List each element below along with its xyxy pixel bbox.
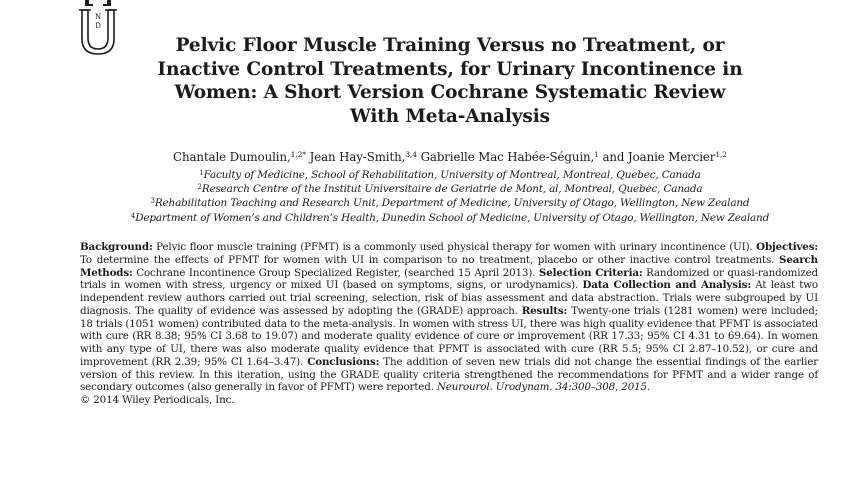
title-line: Women: A Short Version Cochrane Systematic Review — [174, 82, 726, 103]
background-heading: Background: — [80, 241, 153, 253]
title-line: With Meta-Analysis — [349, 105, 550, 127]
author-name: Gabrielle Mac Habée-Séguin, — [420, 150, 595, 164]
title-line: Inactive Control Treatments, for Urinary Incontinence in — [157, 58, 743, 80]
conclusions-heading: Conclusions: — [307, 355, 380, 368]
author-name: Jean Hay-Smith, — [309, 150, 406, 164]
copyright-notice: © 2014 Wiley Periodicals, Inc. — [80, 394, 235, 406]
data-collection-heading: Data Collection and Analysis: — [582, 279, 751, 292]
selection-criteria-heading: Selection Criteria: — [538, 266, 643, 279]
affiliation-text: Department of Women’s and Children’s Health, Dunedin School of Medicine, University of Otago, Wellington, New Zealand — [135, 211, 770, 224]
affiliation-text: Rehabilitation Teaching and Research Unit, Department of Medicine, University of Otago, Wellington, New Zealand — [154, 197, 750, 210]
logo-letter-d: D — [95, 22, 101, 30]
author-affiliation-marker: 1,2 — [715, 150, 727, 159]
affiliation-number: 3 — [150, 197, 155, 206]
affiliation — [60, 168, 840, 182]
conclusions-text: The addition of seven new trials did not change the essential findings of the earlier version of this review. In this iteration, using the GRADE quality criteria strengthened the recommendations for PFMT and a wider range of secondary outcomes (also generally in favor of PFMT) were reported. — [80, 355, 818, 394]
selection-criteria-text: Randomized or quasi-randomized trials in women with stress, urgency or mixed UI (based on symptoms, signs, or urodynamics). — [80, 266, 818, 292]
journal-citation: Neurourol. Urodynam. 34:300–308, 2015. — [436, 381, 651, 394]
objectives-heading: Objectives: — [756, 241, 818, 253]
results-text: Twenty-one trials (1281 women) were included; 18 trials (1051 women) contributed data to the meta-analysis. In women with stress UI, there was high quality evidence that PFMT is associated with cure (RR 8.38; 95% CI 3.68 to 19.07) and moderate quality evidence of cure or improvement (RR 17.33; 95% CI 4.31 to 69.64). In women with any type of UI, there was also moderate quality evidence that PFMT is associated with cure (RR 5.5; 95% CI 2.87–10.52), or cure and improvement (RR 2.39; 95% CI 1.64–3.47). — [80, 304, 818, 368]
paper-title — [110, 34, 790, 128]
objectives-text: To determine the effects of PFMT for women with UI in comparison to no treatment, placebo or other inactive control treatments. — [80, 253, 780, 266]
author-name: Chantale Dumoulin, — [173, 150, 291, 164]
affiliation — [60, 196, 840, 210]
author-affiliation-marker: 3,4 — [405, 150, 417, 159]
author-name: and Joanie Mercier — [602, 150, 716, 164]
affiliation — [60, 182, 840, 196]
author-affiliation-marker: 1 — [594, 150, 599, 159]
affiliation-number: 4 — [130, 211, 136, 220]
author-list — [60, 150, 840, 165]
data-collection-text: At least two independent review authors carried out trial screening, selection, risk of bias assessment and data abstraction. Trials were subgrouped by UI diagnosis. The quality of evidence was assessed by adopting the (GRADE) approach. — [80, 279, 818, 317]
search-methods-text: Cochrane Incontinence Group Specialized Register, (searched 15 April 2013). — [132, 266, 539, 279]
author-affiliation-marker: 1,2* — [290, 150, 306, 159]
title-line: Pelvic Floor Muscle Training Versus no Treatment, or — [175, 35, 725, 56]
affiliation — [60, 211, 840, 225]
background-text: Pelvic floor muscle training (PFMT) is a commonly used physical therapy for women with urinary incontinence (UI). — [152, 241, 757, 253]
affiliation-list — [60, 168, 840, 225]
logo-letter-n: N — [94, 13, 102, 21]
results-heading: Results: — [521, 304, 568, 317]
affiliation-number: 1 — [199, 169, 204, 177]
search-methods-heading: Search Methods: — [80, 253, 818, 279]
affiliation-number: 2 — [197, 183, 202, 192]
affiliation-text: Research Centre of the Institut Universitaire de Geriatrie de Mont, al, Montreal, Quebec, Canada — [201, 183, 703, 196]
affiliation-text: Faculty of Medicine, School of Rehabilitation, University of Montreal, Montreal, Quebec, Canada — [203, 169, 701, 181]
abstract — [80, 241, 818, 407]
